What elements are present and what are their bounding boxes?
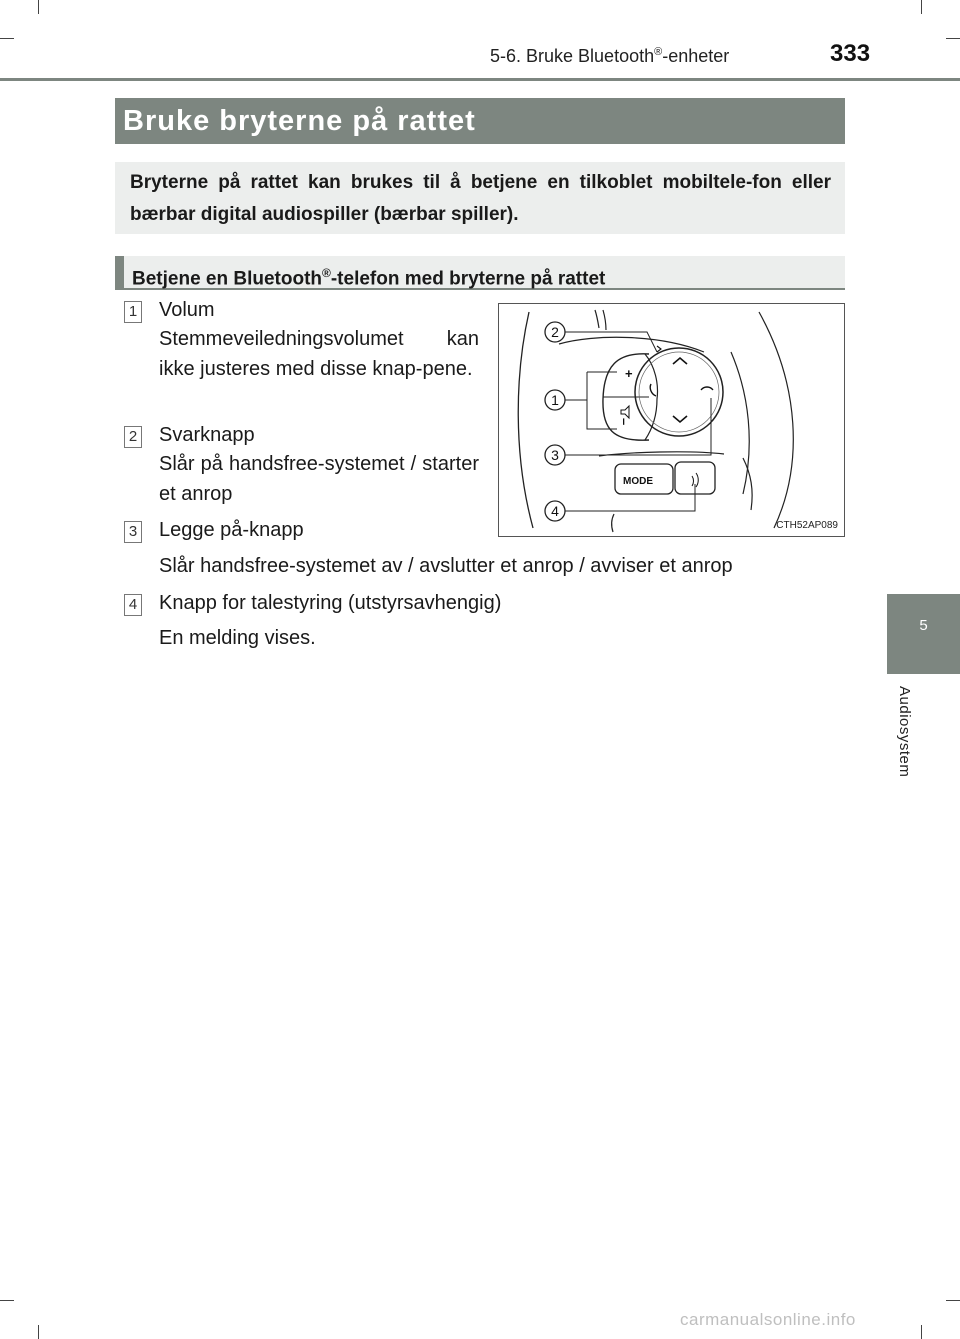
item-number-badge: 1 <box>124 301 142 323</box>
section-title: Bruke bryterne på rattet <box>115 98 845 144</box>
crop-mark <box>0 1300 14 1301</box>
chapter-tab: 5 <box>887 594 960 674</box>
crop-mark <box>921 0 922 14</box>
page-number: 333 <box>830 40 871 67</box>
intro-box <box>115 162 845 234</box>
item-description: En melding vises. <box>159 627 316 649</box>
intro-text: Bryterne på rattet kan brukes til å betjene en tilkoblet mobiltele-fon eller bærbar digital audiospiller (bærbar spiller). <box>130 172 831 225</box>
chapter-side-label: Audiosystem <box>896 686 913 778</box>
callout-number: 2 <box>551 324 559 340</box>
crop-mark <box>921 1325 922 1339</box>
header-rule <box>0 78 960 81</box>
item-description: Slår på handsfree-systemet / starter et anrop <box>159 453 479 505</box>
header-section-label: 5-6. Bruke Bluetooth <box>490 46 655 66</box>
item-number-badge: 4 <box>124 594 142 616</box>
figure-code: CTH52AP089 <box>776 520 838 531</box>
subsection-title-suffix: -telefon med bryterne på rattet <box>330 268 606 290</box>
item-name: Knapp for talestyring (utstyrsavhengig) <box>159 592 502 614</box>
crop-mark <box>946 38 960 39</box>
registered-mark: ® <box>322 266 331 280</box>
crop-mark <box>38 1325 39 1339</box>
minus-label: – <box>617 418 632 426</box>
subsection-title-prefix: Betjene en Bluetooth <box>132 268 323 290</box>
item-description: Slår handsfree-systemet av / avslutter et anrop / avviser et anrop <box>159 555 733 577</box>
item-name: Volum <box>159 299 215 321</box>
crop-mark <box>946 1300 960 1301</box>
item-number-badge: 3 <box>124 521 142 543</box>
header-section-title <box>490 46 729 67</box>
item-number-badge: 2 <box>124 426 142 448</box>
speaker-icon <box>621 406 629 418</box>
steering-switch-figure <box>498 303 845 537</box>
callout-number: 4 <box>551 503 559 519</box>
header-section-suffix: -enheter <box>662 46 730 66</box>
watermark: carmanualsonline.info <box>680 1310 856 1329</box>
registered-mark: ® <box>654 46 663 58</box>
item-description: Stemmeveiledningsvolumet kan ikke justeres med disse knap-pene. <box>159 328 479 380</box>
mode-label: MODE <box>623 476 653 487</box>
item-name: Legge på-knapp <box>159 519 304 541</box>
steering-switch-illustration <box>499 304 844 536</box>
callout-number: 1 <box>551 392 559 408</box>
subsection-title <box>115 256 845 290</box>
crop-mark <box>0 38 14 39</box>
plus-label: + <box>625 366 633 381</box>
callout-number: 3 <box>551 447 559 463</box>
crop-mark <box>38 0 39 14</box>
item-name: Svarknapp <box>159 424 255 446</box>
